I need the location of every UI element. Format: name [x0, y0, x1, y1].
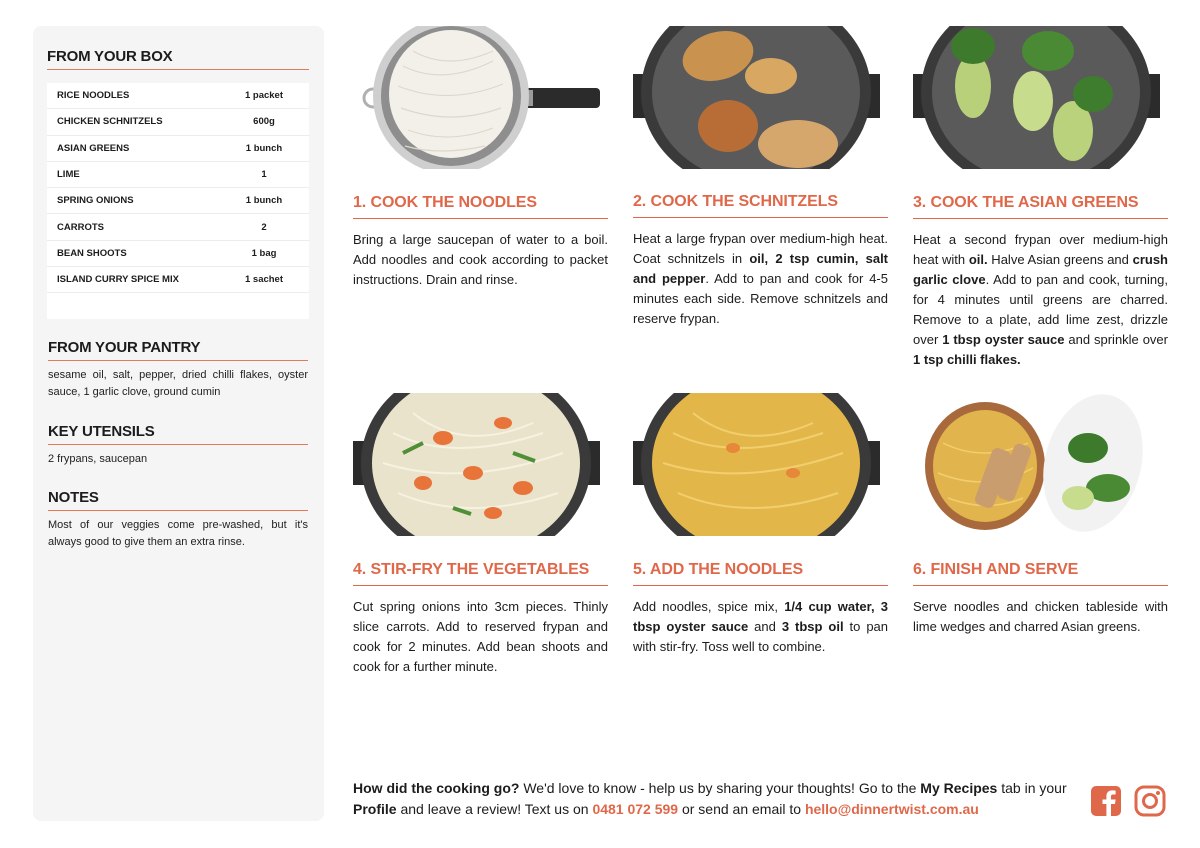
facebook-icon[interactable]	[1090, 785, 1122, 822]
ingredient-qty: 1 bag	[251, 247, 277, 259]
step-4-title: 4. STIR-FRY THE VEGETABLES	[353, 561, 608, 586]
ingredient-highlight: 1 tsp chilli flakes.	[913, 352, 1021, 367]
ingredients-table	[47, 83, 309, 319]
ingredient-row	[47, 267, 309, 293]
ingredient-qty: 1 packet	[244, 90, 284, 102]
sidebar	[33, 26, 324, 821]
notes-section	[48, 489, 308, 551]
step-3-title: 3. COOK THE ASIAN GREENS	[913, 194, 1168, 219]
ingredient-name: BEAN SHOOTS	[57, 247, 127, 259]
step-4	[353, 393, 608, 677]
step-6	[913, 393, 1168, 637]
ingredient-qty: 600g	[253, 116, 275, 128]
step-5-image	[633, 393, 880, 536]
ingredient-name: CHICKEN SCHNITZELS	[57, 116, 163, 128]
ingredient-name: CARROTS	[57, 221, 104, 233]
ingredient-row	[47, 241, 309, 267]
ingredient-row	[47, 83, 309, 109]
step-1-title: 1. COOK THE NOODLES	[353, 194, 608, 219]
step-5-title: 5. ADD THE NOODLES	[633, 561, 888, 586]
ingredient-highlight: oil, 2 tsp cumin, salt and pepper	[633, 251, 889, 286]
ingredient-highlight: 3 tbsp oil	[781, 619, 844, 634]
step-4-text	[353, 597, 608, 677]
ingredient-row	[47, 136, 309, 162]
ingredient-highlight: 1 tbsp oyster sauce	[942, 332, 1065, 347]
step-3-image	[913, 26, 1160, 169]
footer-text-1: We'd love to know - help us by sharing your thoughts! Go to the	[519, 780, 921, 796]
instruction-text: Cut spring onions into 3cm pieces. Thinly slice carrots. Add to reserved frypan and cook for 2 minutes. Add bean shoots and cook for a further minute.	[353, 599, 608, 674]
ingredient-row	[47, 162, 309, 188]
from-your-box-title: FROM YOUR BOX	[47, 48, 309, 70]
instruction-text: and sprinkle over	[1064, 332, 1168, 347]
instruction-text: Heat a second frypan over medium-high heat with	[913, 232, 1168, 267]
from-your-pantry-title: FROM YOUR PANTRY	[48, 339, 308, 361]
step-2	[633, 26, 888, 329]
step-3-text	[913, 230, 1168, 370]
ingredient-qty: 1 sachet	[244, 274, 284, 286]
ingredient-row	[47, 214, 309, 240]
ingredient-row	[47, 109, 309, 135]
footer-text-2: tab in your	[997, 780, 1067, 796]
instruction-text: Serve noodles and chicken tableside with lime wedges and charred Asian greens.	[913, 599, 1168, 634]
ingredient-highlight: 1/4 cup water, 3 tbsp oyster sauce	[633, 599, 888, 634]
key-utensils-section	[48, 423, 308, 468]
feedback-question: How did the cooking go?	[353, 780, 520, 796]
ingredient-name: ISLAND CURRY SPICE MIX	[57, 274, 179, 286]
key-utensils-title: KEY UTENSILS	[48, 423, 308, 445]
step-1-image	[353, 26, 600, 169]
ingredient-row	[47, 188, 309, 214]
step-6-text	[913, 597, 1168, 637]
ingredient-qty: 1 bunch	[245, 142, 283, 154]
ingredient-name: LIME	[57, 169, 80, 181]
step-1	[353, 26, 608, 290]
step-2-title: 2. COOK THE SCHNITZELS	[633, 193, 888, 218]
step-6-title: 6. FINISH AND SERVE	[913, 561, 1168, 586]
notes-text: Most of our veggies come pre-washed, but it's always good to give them an extra rinse.	[48, 519, 308, 548]
step-5-text	[633, 597, 888, 657]
instruction-text: and	[748, 619, 782, 634]
instruction-text: Heat a large frypan over medium-high heat. Coat schnitzels in	[633, 231, 888, 266]
instruction-text: . Add to pan and cook, turning, for 4 minutes until greens are charred. Remove to a plate, add lime zest, drizzle over	[913, 272, 1168, 347]
from-your-pantry-section	[48, 339, 308, 401]
instruction-text: to pan with stir-fry. Toss well to combine.	[633, 619, 889, 654]
instagram-icon[interactable]	[1134, 785, 1166, 822]
step-1-text	[353, 230, 608, 290]
feedback-footer	[353, 778, 1073, 820]
instruction-text: Add noodles, spice mix,	[633, 599, 785, 614]
instruction-text: Halve Asian greens and	[987, 252, 1133, 267]
instruction-text: . Add to pan and cook for 4-5 minutes each side. Remove schnitzels and reserve frypan.	[633, 271, 888, 326]
instruction-text: Bring a large saucepan of water to a boil. Add noodles and cook according to packet instructions. Drain and rinse.	[353, 232, 608, 287]
ingredient-highlight: oil.	[968, 252, 988, 267]
pantry-text: sesame oil, salt, pepper, dried chilli flakes, oyster sauce, 1 garlic clove, ground cumin	[48, 369, 308, 398]
phone-link[interactable]: 0481 072 599	[592, 801, 679, 817]
step-5	[633, 393, 888, 657]
ingredient-qty: 1	[261, 169, 267, 181]
step-3	[913, 26, 1168, 370]
notes-title: NOTES	[48, 489, 308, 511]
step-2-image	[633, 26, 880, 169]
ingredient-qty: 1 bunch	[245, 195, 283, 207]
profile-link[interactable]: Profile	[353, 801, 397, 817]
ingredient-name: RICE NOODLES	[57, 90, 130, 102]
my-recipes-link[interactable]: My Recipes	[920, 780, 998, 796]
ingredient-name: SPRING ONIONS	[57, 195, 134, 207]
footer-text-4: or send an email to	[678, 801, 805, 817]
utensils-text: 2 frypans, saucepan	[48, 453, 148, 465]
step-4-image	[353, 393, 600, 536]
ingredient-highlight: crush garlic clove	[913, 252, 1168, 287]
ingredient-name: ASIAN GREENS	[57, 142, 130, 154]
ingredient-qty: 2	[261, 221, 267, 233]
email-link[interactable]: hello@dinnertwist.com.au	[804, 801, 979, 817]
footer-text-3: and leave a review! Text us on	[396, 801, 593, 817]
from-your-box-section	[47, 48, 309, 319]
step-6-image	[913, 393, 1160, 536]
step-2-text	[633, 229, 888, 329]
